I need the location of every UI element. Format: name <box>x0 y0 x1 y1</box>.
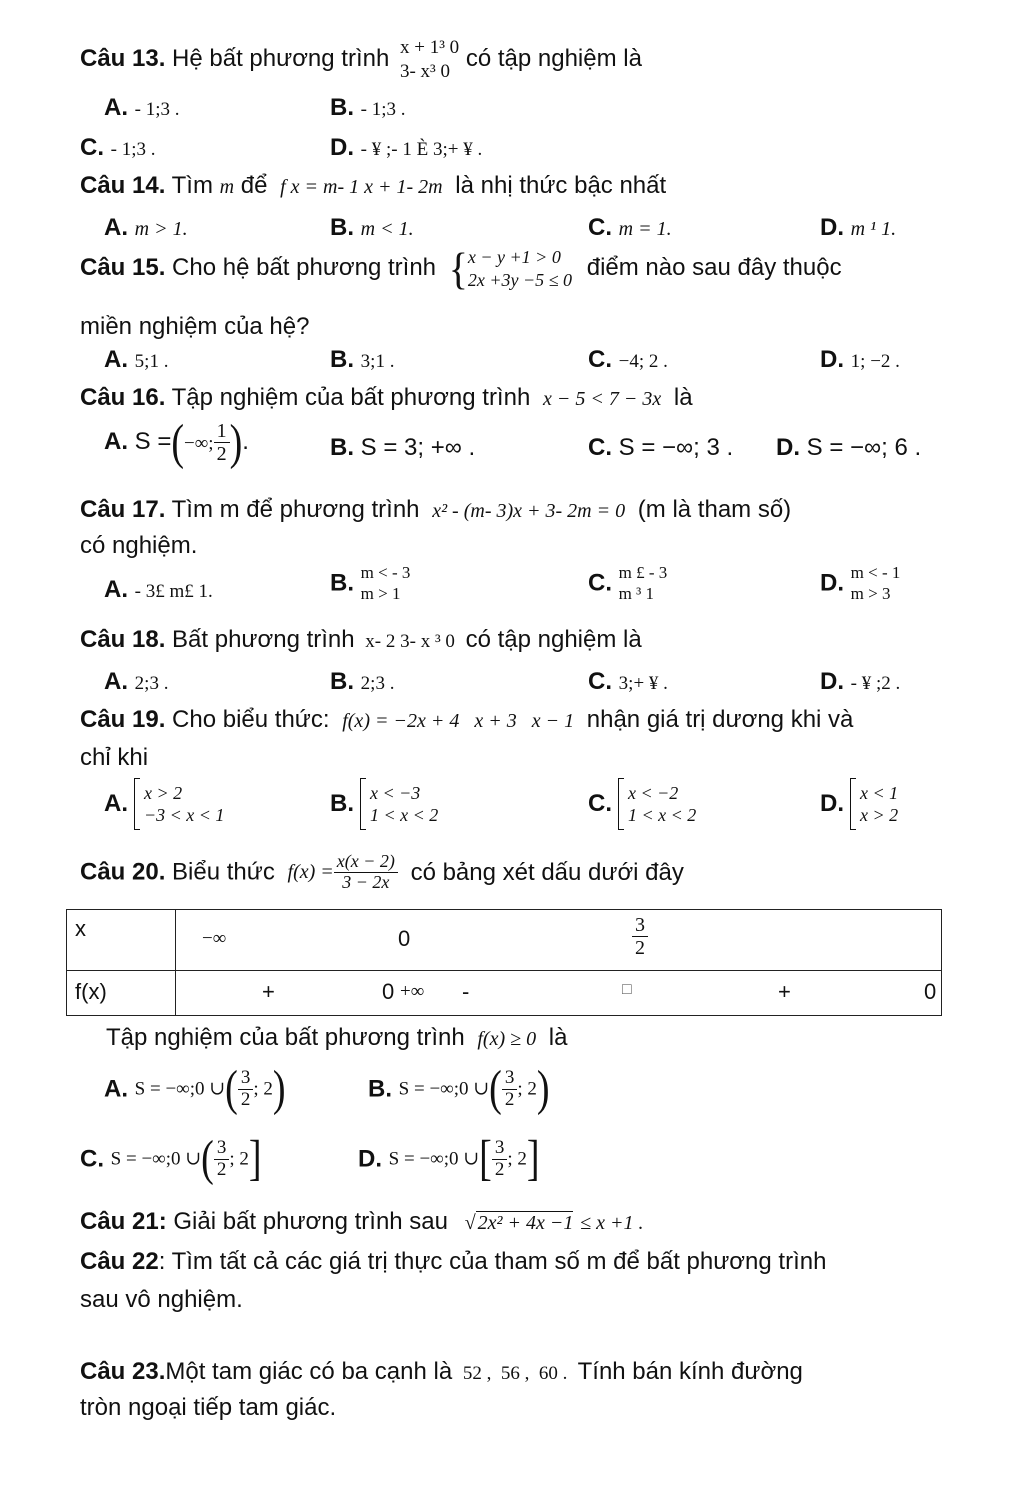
q20-question-tail: là <box>548 1024 568 1051</box>
q21-label: Câu 21: <box>80 1208 167 1235</box>
fraction-denominator: 2 <box>240 1088 251 1110</box>
option-letter: B. <box>368 1075 392 1103</box>
q20-option-c[interactable] <box>80 1132 262 1187</box>
system-line1: m < - 3 <box>360 563 411 582</box>
q14-tail: là nhị thức bậc nhất <box>455 172 667 199</box>
option-fraction <box>492 1138 508 1181</box>
option-letter: D. <box>330 134 354 161</box>
q23-text: Một tam giác có ba cạnh là <box>165 1358 453 1385</box>
open-paren: ( <box>489 1062 502 1117</box>
q15-line2: miền nghiệm của hệ? <box>80 313 310 340</box>
close-paren: ) <box>272 1062 286 1117</box>
fraction-numerator: 3 <box>238 1068 254 1090</box>
option-letter: D. <box>820 668 844 695</box>
system-line2: 1 < x < 2 <box>370 805 439 825</box>
sign-table-header-fx <box>67 971 176 1016</box>
q13-stem <box>80 36 642 84</box>
sqrt-icon: √ <box>464 1212 476 1234</box>
q21-tail: ≤ x +1 . <box>580 1212 644 1234</box>
close-paren: ) <box>536 1062 550 1117</box>
q19-option-b[interactable] <box>330 778 438 830</box>
option-suffix: ; 2 <box>517 1078 537 1100</box>
q13-option-d[interactable] <box>330 134 482 162</box>
option-bracket <box>134 778 140 830</box>
option-bracket <box>850 778 856 830</box>
option-interval: −∞; <box>184 432 214 454</box>
option-letter: B. <box>330 790 354 818</box>
header-fx-label: f(x) <box>75 979 107 1004</box>
q16-tail: là <box>673 384 693 411</box>
system-line2: m > 1 <box>360 584 401 604</box>
q18-stem <box>80 626 642 654</box>
q16-option-b[interactable] <box>330 434 475 462</box>
option-value: 3;1 . <box>360 351 395 372</box>
option-suffix: ; 2 <box>507 1148 527 1170</box>
q22-line2: sau vô nghiệm. <box>80 1286 243 1313</box>
q19-expr: f(x) = −2x + 4 x + 3 x − 1 <box>342 710 575 732</box>
q16-option-d[interactable] <box>776 434 921 462</box>
option-letter: C. <box>588 434 612 461</box>
system-line1: x > 2 <box>144 782 183 803</box>
option-letter: B. <box>330 214 354 241</box>
system-line2: 1 < x < 2 <box>628 805 697 825</box>
q19-option-d[interactable] <box>820 778 898 830</box>
fraction-numerator: 3 <box>632 914 648 937</box>
q20-option-d[interactable] <box>358 1132 540 1187</box>
q22-label: Câu 22 <box>80 1248 159 1275</box>
open-bracket: [ <box>479 1132 492 1187</box>
option-letter: A. <box>104 427 128 455</box>
q15-brace: { <box>448 243 468 293</box>
q22-text: : Tìm tất cả các giá trị thực của tham số m để bất phương trình <box>158 1248 827 1275</box>
q19-line2: chỉ khi <box>80 744 149 771</box>
q19-stem <box>80 706 853 734</box>
q14-label: Câu 14. <box>80 172 166 199</box>
fraction-numerator: 1 <box>214 420 230 443</box>
option-prefix: S = <box>134 427 172 455</box>
q19-option-c[interactable] <box>588 778 696 830</box>
q17-option-b[interactable] <box>330 562 410 605</box>
q13-tail: có tập nghiệm là <box>465 45 642 73</box>
undefined-box-icon: □ <box>622 981 632 998</box>
fraction-denominator: 2 <box>635 937 645 959</box>
option-letter: B. <box>330 569 354 597</box>
option-value: S = 3; +∞ . <box>360 434 476 461</box>
q18-option-b[interactable] <box>330 668 394 696</box>
q14-expr: f x = m- 1 x + 1- 2m <box>280 176 443 198</box>
option-value: - ¥ ;2 . <box>850 673 901 694</box>
q20-tail: có bảng xét dấu dưới đây <box>410 858 684 886</box>
q23-stem <box>80 1358 803 1386</box>
fraction-denominator: 2 <box>216 1158 227 1180</box>
q20-option-a[interactable] <box>104 1062 286 1117</box>
fraction-denominator: 2 <box>494 1158 505 1180</box>
header-x-label: x <box>75 916 86 941</box>
option-suffix: ; 2 <box>229 1148 249 1170</box>
sign-table-row-x <box>67 910 942 971</box>
close-bracket: ] <box>248 1132 262 1187</box>
sign-table-x-values <box>176 910 942 971</box>
option-prefix: S = −∞;0 ∪ <box>388 1148 480 1170</box>
option-letter: C. <box>588 346 612 373</box>
sign-plus-inf: +∞ <box>400 981 425 1002</box>
option-value: - 1;3 . <box>360 99 406 120</box>
option-value: 3;+ ¥ . <box>618 673 668 694</box>
sign-minus: - <box>462 979 470 1004</box>
q20-text: Biểu thức <box>172 858 275 886</box>
fraction-denominator: 2 <box>216 443 227 465</box>
q17-text: Tìm m để phương trình <box>171 496 420 523</box>
option-value: S = −∞; 3 . <box>618 434 734 461</box>
option-letter: A. <box>104 668 128 695</box>
option-letter: C. <box>588 569 612 597</box>
q18-option-c[interactable] <box>588 668 668 696</box>
q15-option-c[interactable] <box>588 346 668 374</box>
q23-tail: Tính bán kính đường <box>577 1358 803 1385</box>
q13-system-line2: 3- x³ 0 <box>399 60 451 82</box>
option-bracket <box>618 778 624 830</box>
q16-option-c[interactable] <box>588 434 733 462</box>
q15-system-line2: 2x +3y −5 ≤ 0 <box>467 269 573 290</box>
q21-radicand: 2x² + 4x −1 <box>477 1212 574 1234</box>
system-line2: m > 3 <box>850 584 891 604</box>
fraction-numerator: 3 <box>492 1138 508 1160</box>
option-letter: A. <box>104 1075 128 1103</box>
option-system <box>370 782 438 827</box>
q15-system <box>468 246 572 291</box>
q17-option-c[interactable] <box>588 562 667 605</box>
option-fraction <box>502 1068 518 1111</box>
fraction-numerator: x(x − 2) <box>334 852 398 873</box>
x-three-halves <box>632 914 648 959</box>
q13-option-a[interactable] <box>104 94 180 122</box>
q14-text2: để <box>240 172 268 199</box>
q20-question-text: Tập nghiệm của bất phương trình <box>106 1024 465 1051</box>
option-fraction <box>238 1068 254 1111</box>
q15-stem <box>80 243 842 293</box>
option-letter: D. <box>358 1145 382 1173</box>
q15-tail: điểm nào sau đây thuộc <box>586 253 842 281</box>
fraction-denominator: 2 <box>504 1088 515 1110</box>
x-neg-inf: −∞ <box>202 928 227 949</box>
q16-expr: x − 5 < 7 − 3x <box>542 388 662 410</box>
option-system <box>144 782 224 827</box>
option-value: 5;1 . <box>134 351 169 372</box>
q14-option-d[interactable] <box>820 214 896 242</box>
option-fraction <box>214 420 230 465</box>
q19-option-a[interactable] <box>104 778 224 830</box>
q20-option-b[interactable] <box>368 1062 550 1117</box>
option-fraction <box>214 1138 230 1181</box>
system-line2: −3 < x < 1 <box>144 805 225 825</box>
q20-stem <box>80 852 684 893</box>
q20-fraction <box>334 852 398 893</box>
option-system <box>851 562 901 605</box>
option-letter: B. <box>330 94 354 121</box>
q15-text: Cho hệ bất phương trình <box>172 253 437 281</box>
q17-tail: (m là tham số) <box>637 496 792 523</box>
q13-system <box>400 36 459 84</box>
q23-line2: tròn ngoại tiếp tam giác. <box>80 1394 337 1421</box>
q17-expr: x² - (m- 3)x + 3- 2m = 0 <box>432 500 626 522</box>
fraction-numerator: 3 <box>502 1068 518 1090</box>
q19-tail: nhận giá trị dương khi và <box>586 706 854 733</box>
q18-label: Câu 18. <box>80 626 166 653</box>
option-system <box>860 782 898 827</box>
open-paren: ( <box>171 415 185 470</box>
q16-stem <box>80 384 693 412</box>
q13-label: Câu 13. <box>80 45 166 73</box>
open-paren: ( <box>225 1062 238 1117</box>
x-zero: 0 <box>398 926 411 951</box>
option-value: −4; 2 . <box>618 351 668 372</box>
option-value: m = 1. <box>618 218 672 240</box>
q19-label: Câu 19. <box>80 706 166 733</box>
q17-option-d[interactable] <box>820 562 900 605</box>
q19-text: Cho biểu thức: <box>172 706 330 733</box>
option-value: - ¥ ;- 1 È 3;+ ¥ . <box>360 139 483 160</box>
sign-table <box>66 909 942 1016</box>
option-value: m < 1. <box>360 218 414 240</box>
q18-tail: có tập nghiệm là <box>465 626 642 653</box>
option-letter: C. <box>588 790 612 818</box>
q14-text: Tìm <box>171 172 213 199</box>
close-paren: ) <box>229 415 243 470</box>
close-bracket: ] <box>526 1132 540 1187</box>
q14-option-b[interactable] <box>330 214 414 242</box>
q18-option-a[interactable] <box>104 668 168 696</box>
q15-option-d[interactable] <box>820 346 900 374</box>
sign-zero: 0 <box>924 979 937 1004</box>
option-bracket <box>360 778 366 830</box>
q16-option-a[interactable] <box>104 415 249 470</box>
system-line1: m < - 1 <box>850 563 901 582</box>
q18-expr: x- 2 3- x ³ 0 <box>365 631 455 652</box>
sign-table-header-x <box>67 910 176 971</box>
q13-system-line1: x + 1³ 0 <box>399 37 460 58</box>
option-letter: C. <box>588 214 612 241</box>
system-line1: m £ - 3 <box>618 563 668 582</box>
option-value: S = −∞; 6 . <box>806 434 922 461</box>
system-line1: x < 1 <box>860 782 899 803</box>
option-letter: A. <box>104 576 128 603</box>
q13-text: Hệ bất phương trình <box>172 45 390 73</box>
q18-option-d[interactable] <box>820 668 900 696</box>
q23-label: Câu 23. <box>80 1358 166 1385</box>
option-letter: D. <box>820 790 844 818</box>
option-letter: C. <box>80 134 104 161</box>
system-line1: x < −2 <box>628 782 679 803</box>
option-letter: D. <box>820 346 844 373</box>
option-value: - 1;3 . <box>110 139 156 160</box>
option-letter: A. <box>104 94 128 121</box>
system-line2: x > 2 <box>860 805 899 825</box>
q16-label: Câu 16. <box>80 384 166 411</box>
option-prefix: S = −∞;0 ∪ <box>398 1078 490 1100</box>
option-prefix: S = −∞;0 ∪ <box>134 1078 226 1100</box>
q14-stem <box>80 172 666 200</box>
option-system <box>628 782 696 827</box>
fraction-numerator: 3 <box>214 1138 230 1160</box>
fraction-denominator: 3 − 2x <box>342 871 390 892</box>
q18-text: Bất phương trình <box>172 626 355 653</box>
q15-option-b[interactable] <box>330 346 394 374</box>
q17-stem <box>80 496 791 524</box>
option-value: 2;3 . <box>360 673 395 694</box>
q20-question-expr: f(x) ≥ 0 <box>477 1028 537 1050</box>
option-letter: B. <box>330 346 354 373</box>
q20-question <box>106 1024 567 1052</box>
q16-text: Tập nghiệm của bất phương trình <box>171 384 531 411</box>
option-letter: C. <box>588 668 612 695</box>
q17-option-a[interactable] <box>104 576 213 604</box>
option-suffix: ; 2 <box>253 1078 273 1100</box>
q21-stem <box>80 1208 643 1236</box>
sign-zero: 0 <box>382 979 395 1004</box>
q20-label: Câu 20. <box>80 858 166 886</box>
option-value: 2;3 . <box>134 673 169 694</box>
option-letter: A. <box>104 214 128 241</box>
option-letter: C. <box>80 1145 104 1173</box>
sign-plus: + <box>262 979 275 1004</box>
option-letter: D. <box>820 214 844 241</box>
q14-option-c[interactable] <box>588 214 672 242</box>
q15-option-a[interactable] <box>104 346 168 374</box>
q13-option-b[interactable] <box>330 94 406 122</box>
open-paren: ( <box>201 1132 214 1187</box>
option-value: m > 1. <box>134 218 188 240</box>
q13-option-c[interactable] <box>80 134 156 162</box>
sign-plus: + <box>778 979 791 1004</box>
q14-var: m <box>219 176 235 198</box>
q15-system-line1: x − y +1 > 0 <box>467 247 561 267</box>
option-letter: D. <box>820 569 844 597</box>
option-letter: B. <box>330 668 354 695</box>
option-letter: B. <box>330 434 354 461</box>
q17-label: Câu 17. <box>80 496 166 523</box>
option-letter: A. <box>104 790 128 818</box>
system-line1: x < −3 <box>370 782 421 803</box>
sign-table-signs <box>176 971 942 1016</box>
sign-table-row-fx <box>67 971 942 1016</box>
q21-text: Giải bất phương trình sau <box>173 1208 449 1235</box>
q20-fpre: f(x) = <box>287 860 334 883</box>
option-system <box>619 562 668 605</box>
q22-stem <box>80 1248 826 1276</box>
option-value: - 1;3 . <box>134 99 180 120</box>
system-line2: m ³ 1 <box>618 584 654 604</box>
option-suffix: . <box>242 427 249 455</box>
option-system <box>361 562 411 605</box>
option-value: - 3£ m£ 1. <box>134 581 213 602</box>
option-value: 1; −2 . <box>850 351 900 372</box>
q15-label: Câu 15. <box>80 253 166 281</box>
option-prefix: S = −∞;0 ∪ <box>110 1148 202 1170</box>
option-value: m ¹ 1. <box>850 218 897 240</box>
option-letter: A. <box>104 346 128 373</box>
q23-sides: 52 , 56 , 60 . <box>462 1363 568 1384</box>
q17-line2: có nghiệm. <box>80 532 198 559</box>
q14-option-a[interactable] <box>104 214 188 242</box>
option-letter: D. <box>776 434 800 461</box>
